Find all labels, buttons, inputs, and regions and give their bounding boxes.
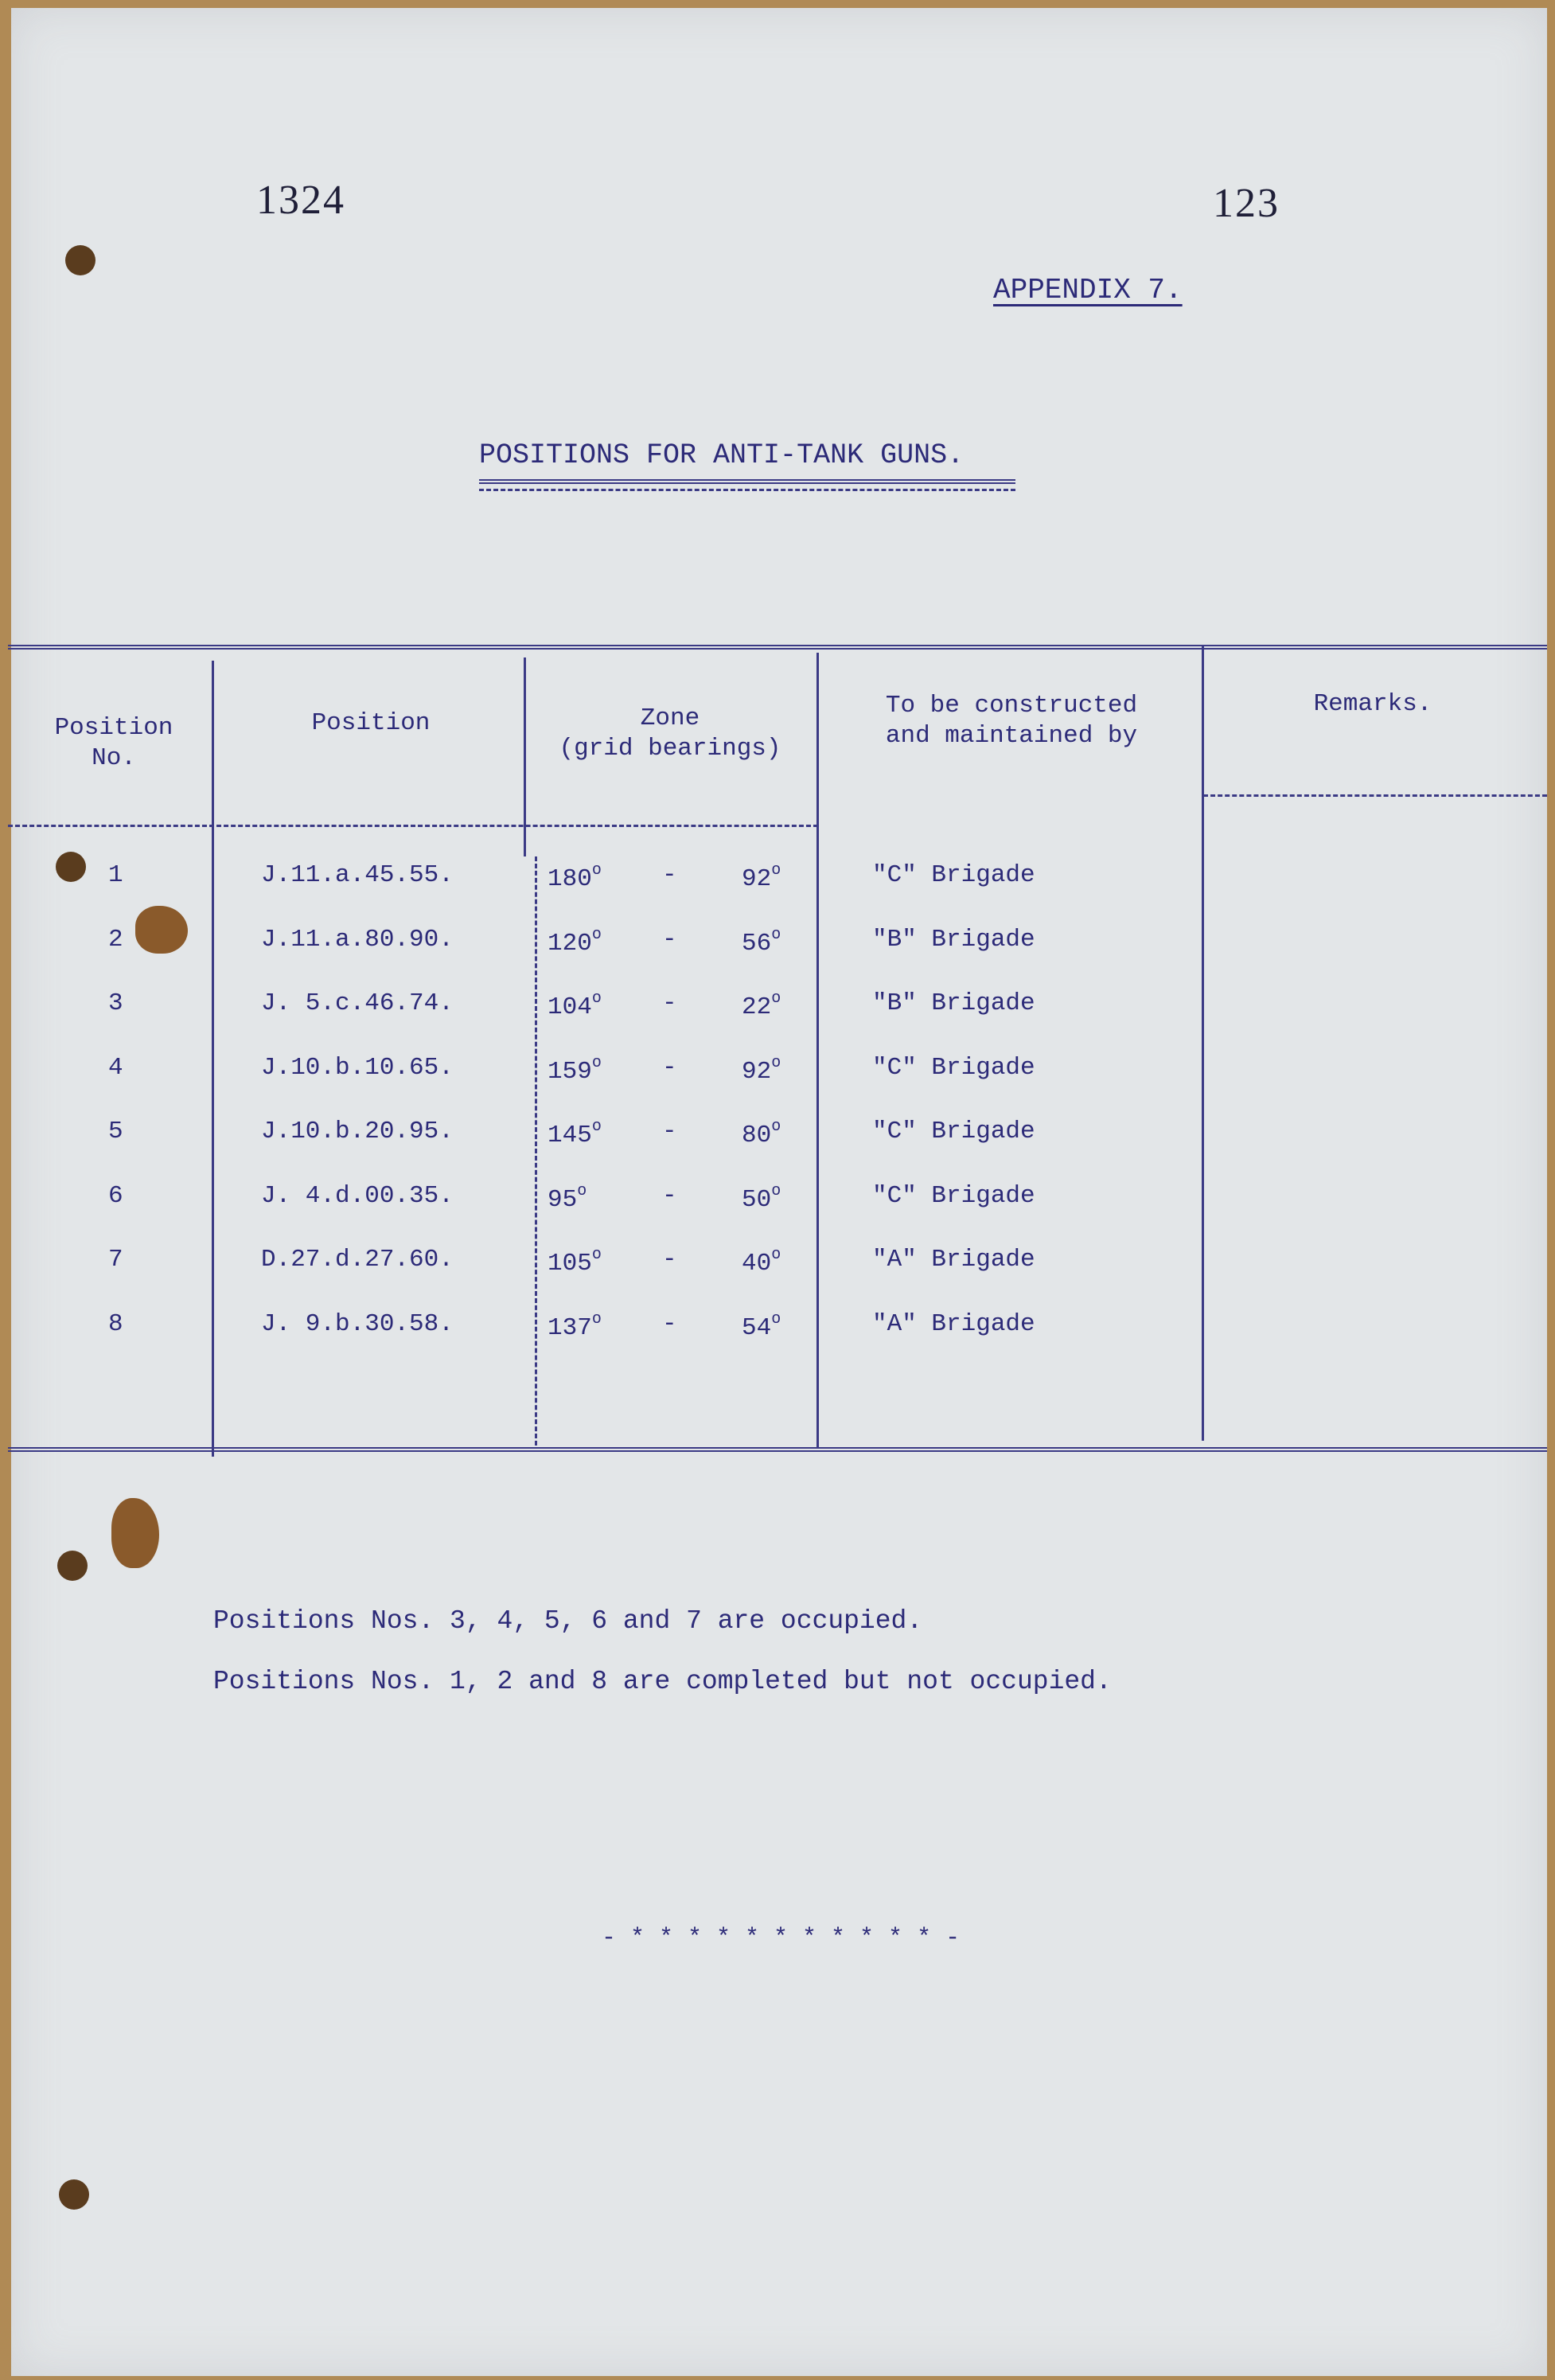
folio-number-left: 1324 <box>256 178 345 223</box>
row-zone-from: 137$^o$ <box>548 1310 602 1342</box>
row-position: J. 4.d.00.35. <box>261 1182 454 1210</box>
punch-hole-middle <box>57 1551 88 1581</box>
zone-from-value: 105 <box>548 1250 592 1278</box>
row-position-no: 1 <box>108 861 123 889</box>
header-constructed-line1: To be constructed <box>885 692 1138 720</box>
appendix-label <box>993 274 1183 306</box>
row-zone-to: 40$^o$ <box>742 1246 781 1278</box>
row-brigade: "C" Brigade <box>872 1118 1035 1145</box>
header-zone-line2: (grid bearings) <box>559 735 781 763</box>
row-position: J.10.b.20.95. <box>261 1118 454 1145</box>
row-position-no: 4 <box>108 1054 123 1082</box>
column-divider <box>535 856 537 1446</box>
zone-from-value: 95 <box>548 1186 578 1214</box>
note-not-occupied: Positions Nos. 1, 2 and 8 are completed but not occupied. <box>213 1667 1112 1696</box>
row-position-no: 2 <box>108 926 123 954</box>
zone-to-value: 54 <box>742 1314 772 1342</box>
row-zone-dash: - <box>662 1310 677 1338</box>
row-zone-from: 180$^o$ <box>548 861 602 893</box>
row-position-no: 5 <box>108 1118 123 1145</box>
row-zone-to: 92$^o$ <box>742 1054 781 1086</box>
header-position: Position <box>311 709 431 737</box>
column-divider <box>1202 645 1204 1441</box>
zone-from-value: 104 <box>548 993 592 1021</box>
row-zone-dash: - <box>662 989 677 1017</box>
zone-to-value: 92 <box>742 1058 772 1086</box>
row-zone-from: 159$^o$ <box>548 1054 602 1086</box>
zone-from-value: 159 <box>548 1058 592 1086</box>
row-zone-dash: - <box>662 1054 677 1082</box>
row-position: J. 9.b.30.58. <box>261 1310 454 1338</box>
row-zone-from: 105$^o$ <box>548 1246 602 1278</box>
row-zone-dash: - <box>662 1246 677 1274</box>
row-position: D.27.d.27.60. <box>261 1246 454 1274</box>
column-divider <box>816 653 819 1449</box>
zone-from-value: 180 <box>548 865 592 893</box>
row-zone-dash: - <box>662 1118 677 1145</box>
row-position: J.10.b.10.65. <box>261 1054 454 1082</box>
row-position: J.11.a.45.55. <box>261 861 454 889</box>
zone-to-value: 80 <box>742 1122 772 1149</box>
zone-to-value: 92 <box>742 865 772 893</box>
row-brigade: "C" Brigade <box>872 1054 1035 1082</box>
header-zone-line1: Zone <box>640 704 700 732</box>
table-bottom-rule <box>8 1447 1547 1452</box>
row-zone-to: 54$^o$ <box>742 1310 781 1342</box>
zone-to-value: 22 <box>742 993 772 1021</box>
row-zone-dash: - <box>662 1182 677 1210</box>
zone-from-value: 137 <box>548 1314 592 1342</box>
header-constructed <box>824 691 1198 751</box>
folio-number-right: 123 <box>1213 181 1280 226</box>
row-zone-to: 92$^o$ <box>742 861 781 893</box>
row-position: J. 5.c.46.74. <box>261 989 454 1017</box>
note-occupied: Positions Nos. 3, 4, 5, 6 and 7 are occupied. <box>213 1606 923 1636</box>
paper-damage <box>135 906 188 954</box>
row-position-no: 8 <box>108 1310 123 1338</box>
title-double-underline <box>479 479 1015 484</box>
row-brigade: "A" Brigade <box>872 1310 1035 1338</box>
appendix-text: APPENDIX 7. <box>993 274 1183 306</box>
header-position-no-line2: No. <box>92 744 136 772</box>
row-zone-from: 145$^o$ <box>548 1118 602 1149</box>
title-double-underline <box>479 489 1015 491</box>
end-mark: - * * * * * * * * * * * - <box>602 1925 961 1952</box>
document-title: POSITIONS FOR ANTI-TANK GUNS. <box>479 439 965 471</box>
column-divider <box>212 661 214 1457</box>
header-divider-left <box>8 825 818 827</box>
row-zone-to: 80$^o$ <box>742 1118 781 1149</box>
paper-damage <box>111 1498 159 1568</box>
row-position-no: 7 <box>108 1246 123 1274</box>
row-zone-dash: - <box>662 926 677 954</box>
zone-to-value: 40 <box>742 1250 772 1278</box>
row-brigade: "C" Brigade <box>872 1182 1035 1210</box>
punch-hole-table <box>56 852 86 882</box>
header-position-no-line1: Position <box>54 714 173 742</box>
table-top-rule <box>8 645 1547 650</box>
row-zone-from: 95$^o$ <box>548 1182 587 1214</box>
punch-hole-bottom <box>59 2179 89 2210</box>
header-divider-right <box>1203 794 1547 797</box>
row-brigade: "B" Brigade <box>872 926 1035 954</box>
row-position: J.11.a.80.90. <box>261 926 454 954</box>
row-zone-to: 50$^o$ <box>742 1182 781 1214</box>
row-position-no: 6 <box>108 1182 123 1210</box>
column-divider <box>524 657 526 856</box>
header-position-no <box>24 713 204 774</box>
zone-from-value: 120 <box>548 930 592 958</box>
header-remarks: Remarks. <box>1313 690 1432 718</box>
row-brigade: "A" Brigade <box>872 1246 1035 1274</box>
row-brigade: "B" Brigade <box>872 989 1035 1017</box>
header-zone <box>527 704 813 764</box>
zone-to-value: 50 <box>742 1186 772 1214</box>
row-zone-to: 22$^o$ <box>742 989 781 1021</box>
header-constructed-line2: and maintained by <box>885 722 1138 750</box>
zone-from-value: 145 <box>548 1122 592 1149</box>
row-zone-from: 120$^o$ <box>548 926 602 958</box>
row-brigade: "C" Brigade <box>872 861 1035 889</box>
row-zone-dash: - <box>662 861 677 889</box>
zone-to-value: 56 <box>742 930 772 958</box>
punch-hole-top <box>65 245 95 275</box>
row-zone-to: 56$^o$ <box>742 926 781 958</box>
row-position-no: 3 <box>108 989 123 1017</box>
row-zone-from: 104$^o$ <box>548 989 602 1021</box>
